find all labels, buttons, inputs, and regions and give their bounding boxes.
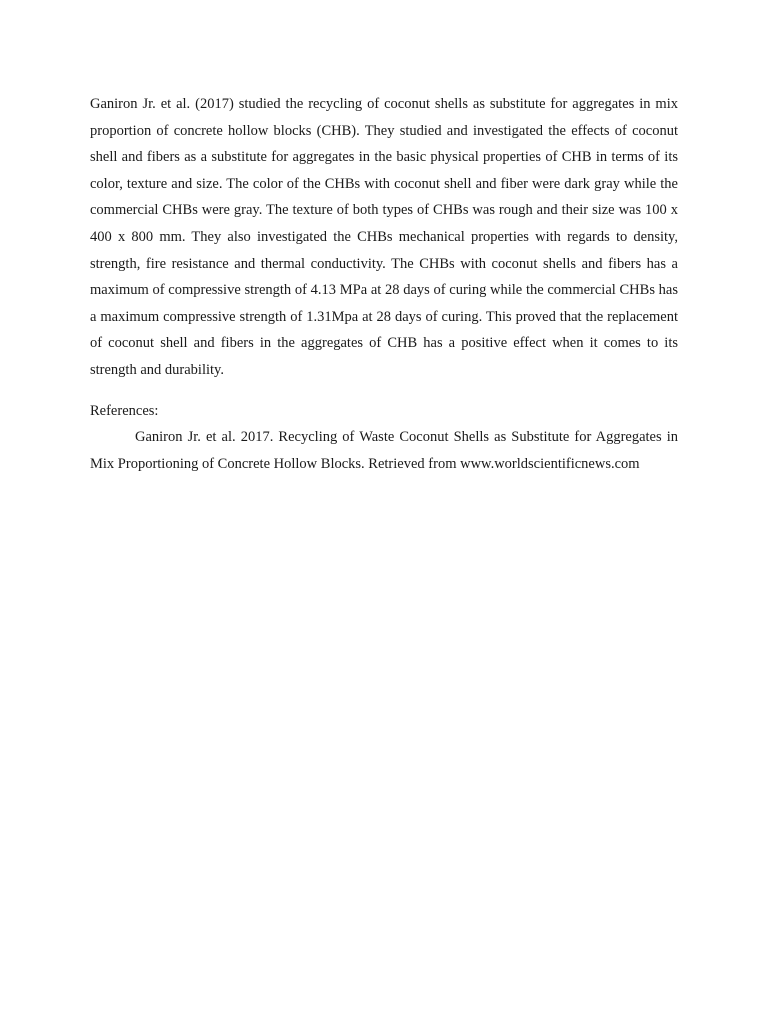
reference-entry: Ganiron Jr. et al. 2017. Recycling of Waste Coconut Shells as Substitute for Aggregates in Mix Proportioning of Concrete Hollow Blocks. Retrieved from www.worldscientificnews.com <box>90 429 678 472</box>
body-paragraph: Ganiron Jr. et al. (2017) studied the recycling of coconut shells as substitute for aggregates in mix proportion of concrete hollow blocks (CHB). They studied and investigated the effects of coconut shell and fibers as a substitute for aggregates in the basic physical properties of CHB in terms of its color, texture and size. The color of the CHBs with coconut shell and fiber were dark gray while the commercial CHBs were gray. The texture of both types of CHBs was rough and their size was 100 x 400 x 800 mm. They also investigated the CHBs mechanical properties with regards to density, strength, fire resistance and thermal conductivity. The CHBs with coconut shells and fibers has a maximum of compressive strength of 4.13 MPa at 28 days of curing while the commercial CHBs has a maximum compressive strength of 1.31Mpa at 28 days of curing. This proved that the replacement of coconut shell and fibers in the aggregates of CHB has a positive effect when it comes to its strength and durability. <box>90 96 678 378</box>
references-heading: References: <box>90 402 159 419</box>
document-content <box>90 91 678 477</box>
